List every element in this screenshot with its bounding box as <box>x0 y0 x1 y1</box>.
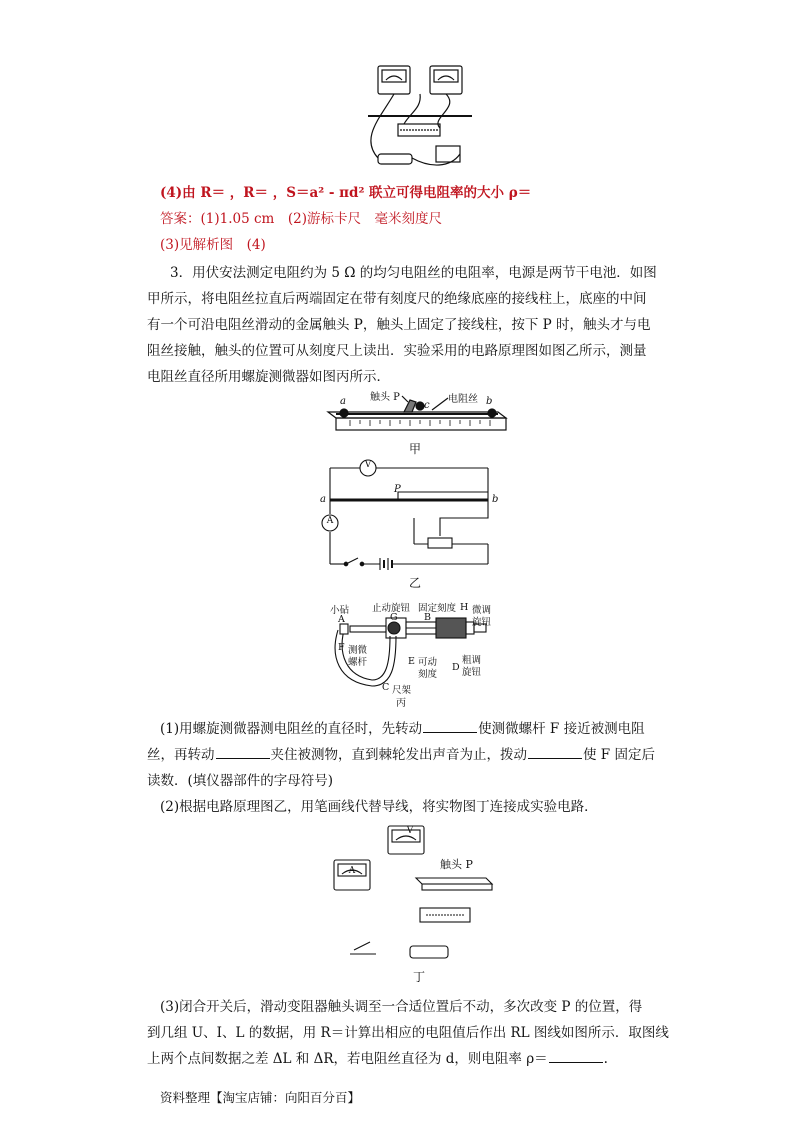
answer-line-1: 答案：(1)1.05 cm (2)游标卡尺 毫米刻度尺 <box>160 211 442 227</box>
bing-label-xiaozhen: 小砧 <box>330 605 350 616</box>
sub3-text-b: . <box>603 1051 608 1067</box>
figure-ding-apparatus <box>330 822 500 972</box>
bing-label-chijia: 尺架 <box>392 685 412 696</box>
sub1-text-c: 丝，再转动 <box>147 747 215 763</box>
bing-label-e: E <box>408 656 415 667</box>
q3-intro-line-4: 阻丝接触，触头的位置可从刻度尺上读出．实验采用的电路原理图如图乙所示，测量 <box>147 343 647 359</box>
bing-label-d: D <box>452 662 460 673</box>
sub1-line-1 <box>160 716 645 742</box>
sub1-text-d: 夹住被测物，直到棘轮发出声音为止，拨动 <box>270 747 527 763</box>
q3-intro-line-2: 甲所示，将电阻丝拉直后两端固定在带有刻度尺的绝缘底座的接线柱上，底座的中间 <box>147 291 647 307</box>
sub3-text-a: 上两个点间数据之差 ΔL 和 ΔR，若电阻丝直径为 d，则电阻率 ρ＝ <box>147 1051 548 1067</box>
sub1-blank-2[interactable] <box>216 742 270 759</box>
bing-label-weitiao: 微调 <box>472 605 492 616</box>
bing-label-c: C <box>382 682 390 693</box>
sub1-text-b: 使测微螺杆 F 接近被测电阻 <box>478 721 645 737</box>
sub1-blank-1[interactable] <box>423 716 477 733</box>
bing-label-g: G <box>390 612 398 623</box>
sub3-line-2: 到几组 U、I、L 的数据，用 R＝计算出相应的电阻值后作出 RL 图线如图所示．取图线 <box>147 1025 669 1041</box>
sub2-text: (2)根据电路原理图乙，用笔画线代替导线，将实物图丁连接成实验电路． <box>160 799 598 815</box>
ding-meter-a: A <box>348 866 356 876</box>
q3-intro-line-1: 3．用伏安法测定电阻约为 5 Ω 的均匀电阻丝的电阻率，电源是两节干电池．如图 <box>170 265 657 281</box>
sub1-text-e: 使 F 固定后 <box>583 747 655 763</box>
bing-label-xuanniu-1: 旋钮 <box>472 617 492 628</box>
bing-label-luogan: 螺杆 <box>348 657 368 668</box>
part4-text: (4)由 R＝ ，R＝ ，S＝a² - πd² 联立可得电阻率的大小 ρ＝ <box>160 185 532 201</box>
bing-label-xuanniu-2: 旋钮 <box>462 667 482 678</box>
ding-label-p: 触头 P <box>440 858 473 871</box>
q3-intro-line-5: 电阻丝直径所用螺旋测微器如图丙所示． <box>147 369 390 385</box>
sub3-blank[interactable] <box>549 1046 603 1063</box>
figure-yi-circuit <box>318 456 498 578</box>
jia-label-p: 触头 P <box>370 392 400 403</box>
bing-label-cewei: 测微 <box>348 645 368 656</box>
figure-yi-caption: 乙 <box>408 576 421 590</box>
yi-meter-a: A <box>326 516 334 526</box>
jia-label-c: c <box>424 400 430 411</box>
sub1-text-f: 读数．(填仪器部件的字母符号) <box>147 773 334 789</box>
footer-text: 资料整理【淘宝店铺：向阳百分百】 <box>160 1090 361 1105</box>
jia-label-a: a <box>340 396 346 407</box>
sub1-text-a: (1)用螺旋测微器测电阻丝的直径时，先转动 <box>160 721 423 737</box>
jia-label-wire: 电阻丝 <box>448 394 478 405</box>
bing-label-kedu: 刻度 <box>418 669 438 680</box>
sub3-line-3 <box>147 1046 608 1072</box>
bing-label-cutiao: 粗调 <box>462 655 482 666</box>
sub1-blank-3[interactable] <box>528 742 582 759</box>
bing-label-guding: 固定刻度 <box>418 603 457 614</box>
bing-label-a: A <box>338 614 345 625</box>
answer-line-2: (3)见解析图 (4) <box>160 237 266 253</box>
yi-meter-v: V <box>364 460 372 470</box>
figure-jia-apparatus <box>320 390 510 440</box>
figure-bing-caption: 丙 <box>396 698 406 709</box>
yi-label-a: a <box>320 494 326 505</box>
bing-label-kedong: 可动 <box>418 657 438 668</box>
bing-label-f: F <box>338 642 345 653</box>
sub1-line-2 <box>147 742 655 768</box>
jia-label-b: b <box>486 396 493 407</box>
figure-jia-caption: 甲 <box>408 442 421 456</box>
sub3-line-1: (3)闭合开关后，滑动变阻器触头调至一合适位置后不动，多次改变 P 的位置，得 <box>160 999 643 1015</box>
top-circuit-figure <box>360 58 480 176</box>
yi-label-b: b <box>492 494 499 505</box>
q3-intro-line-3: 有一个可沿电阻丝滑动的金属触头 P，触头上固定了接线柱，按下 P 时，触头才与电 <box>147 317 651 333</box>
figure-ding-caption: 丁 <box>412 970 425 984</box>
bing-label-b: B <box>424 612 431 623</box>
yi-label-p: P <box>394 484 401 495</box>
bing-label-zhidong: 止动旋钮 <box>372 603 411 614</box>
ding-meter-v: V <box>406 826 414 836</box>
bing-label-h: H <box>460 602 469 613</box>
